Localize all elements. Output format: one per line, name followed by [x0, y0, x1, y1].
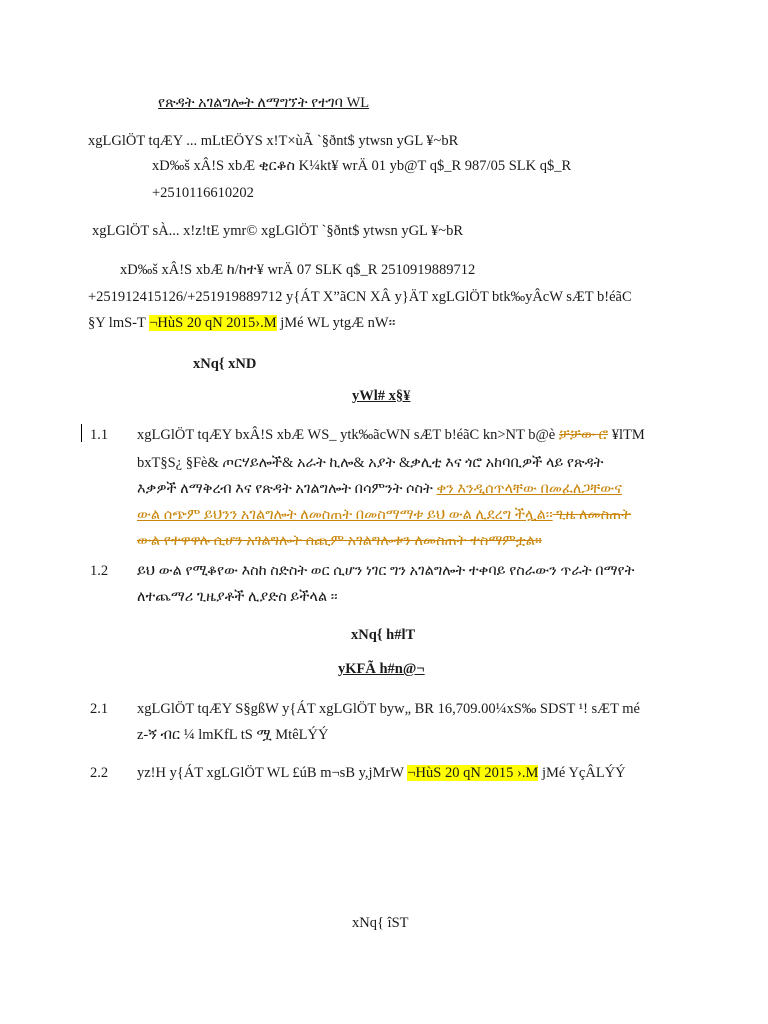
item-2-1-line-1: xgLGlÖT tqÆY S§gßW y{ÁT xgLGlÖT byw„ BR 16,709.00¼xS‰ SDST ¹! sÆT mé [137, 701, 640, 717]
intro-line-7-post: jMé WL ytgÆ nW፡፡ [276, 315, 396, 331]
item-1-1-number: 1.1 [90, 427, 109, 443]
item-1-2-line-2: ለተጨማሪ ጊዜያቶች ሊያድስ ይችላል ፡፡ [137, 589, 338, 605]
item-1-1-line-4 [137, 507, 631, 524]
item-1-1-line-1 [137, 427, 645, 444]
intro-line-2: xD‰š xÂ!S xbÆ ቂርቆስ K¼kt¥ wrÄ 01 yb@T q$_R 987/05 SLK q$_R [152, 158, 572, 174]
tracked-insertion: ውል ሰጭም ይህንን አገልግሎት ለመስጠት በመስማማቱ ይህ ውል ሊደረግ ችሏል፡፡ [137, 507, 553, 523]
item-1-1-line-3-pre: እቃዎች ለማቅረብ እና የጽዳት አገልግሎት በሳምንት ሶስት [137, 481, 437, 497]
item-1-1-line-2: bxT§S¿ §Fè& ጦርሃይሎች& አራት ኪሎ& አያት &ቃሊቲ እና ጎሮ አከባቢዎች ላይ የጽዳት [137, 455, 604, 471]
item-1-1-line-1-pre: xgLGlÖT tqÆY bxÂ!S xbÆ WS_ ytk‰ãcWN sÆT b!éãC kn>NT b@è [137, 427, 559, 443]
tracked-deletion: ውል የተዋዋሉ ሲሆን አገልግሎት ሰጪም አገልግሎቱን ለመስጠት ተስማምቷል፡፡ [137, 533, 542, 549]
item-1-1-line-1-post: ¥lTM [608, 427, 645, 443]
item-2-2-post: jMé YçÂLÝÝ [538, 765, 626, 781]
date-highlight: ¬HùS 20 qN 2015 ›.M [407, 765, 539, 781]
revision-bar [81, 424, 82, 442]
document-heading: የጽዳት አገልግሎት ለማግኘት የተገባ WL [158, 95, 370, 111]
date-highlight: ¬HùS 20 qN 2015›.M [149, 315, 277, 331]
article-1-label: xNq{ xND [193, 356, 257, 372]
tracked-deletion: ቻቻው ሮ [558, 427, 609, 443]
item-1-1-line-3 [137, 481, 622, 498]
item-2-2-line [137, 765, 626, 782]
intro-line-7-pre: §Y lmS-T [88, 315, 150, 331]
intro-line-5: xD‰š xÂ!S xbÆ ከ/ከተ¥ wrÄ 07 SLK q$_R 2510919889712 [120, 262, 476, 278]
intro-line-4: xgLGlÖT sÀ... x!z!tE ymr© xgLGlÖT `§ðnt$ ytwsn yGL ¥~bR [92, 223, 463, 239]
item-1-2-line-1: ይህ ውል የሚቆየው እስከ ስድስት ወር ሲሆን ነገር ግን አገልግሎት ተቀባይ የስራውን ጥራት በማየት [137, 563, 635, 579]
article-2-subtitle: yKFÃ h#n@¬ [338, 661, 425, 677]
article-3-label: xNq{ îST [352, 915, 409, 931]
intro-line-6: +251912415126/+251919889712 y{ÁT X”ãCN XÂ y}ÄT xgLGlÖT btk‰yÂcW sÆT b!éãC [88, 289, 632, 305]
item-2-2-number: 2.2 [90, 765, 109, 781]
article-2-label: xNq{ h#lT [351, 627, 416, 643]
tracked-insertion: ቀን እንዲሰጥላቸው በመፈለጋቸውና [436, 481, 622, 497]
tracked-deletion: ጊዜ ለመስጠት [552, 507, 631, 523]
item-2-1-number: 2.1 [90, 701, 109, 717]
item-1-2-number: 1.2 [90, 563, 109, 579]
intro-line-3: +2510116610202 [152, 185, 254, 201]
item-2-2-pre: yz!H y{ÁT xgLGlÖT WL £úB m¬sB y,jMrW [137, 765, 408, 781]
item-2-1-line-2: z-ኝ ብር ¼ lmKfL tS ሟ MtêLÝÝ [137, 727, 329, 743]
intro-line-7 [88, 315, 395, 332]
item-1-1-line-5 [137, 533, 542, 550]
article-1-subtitle: yWl# x§¥ [352, 388, 411, 404]
intro-line-1: xgLGlÖT tqÆY ... mLtEÖYS x!T×ùÃ `§ðnt$ ytwsn yGL ¥~bR [88, 133, 459, 149]
